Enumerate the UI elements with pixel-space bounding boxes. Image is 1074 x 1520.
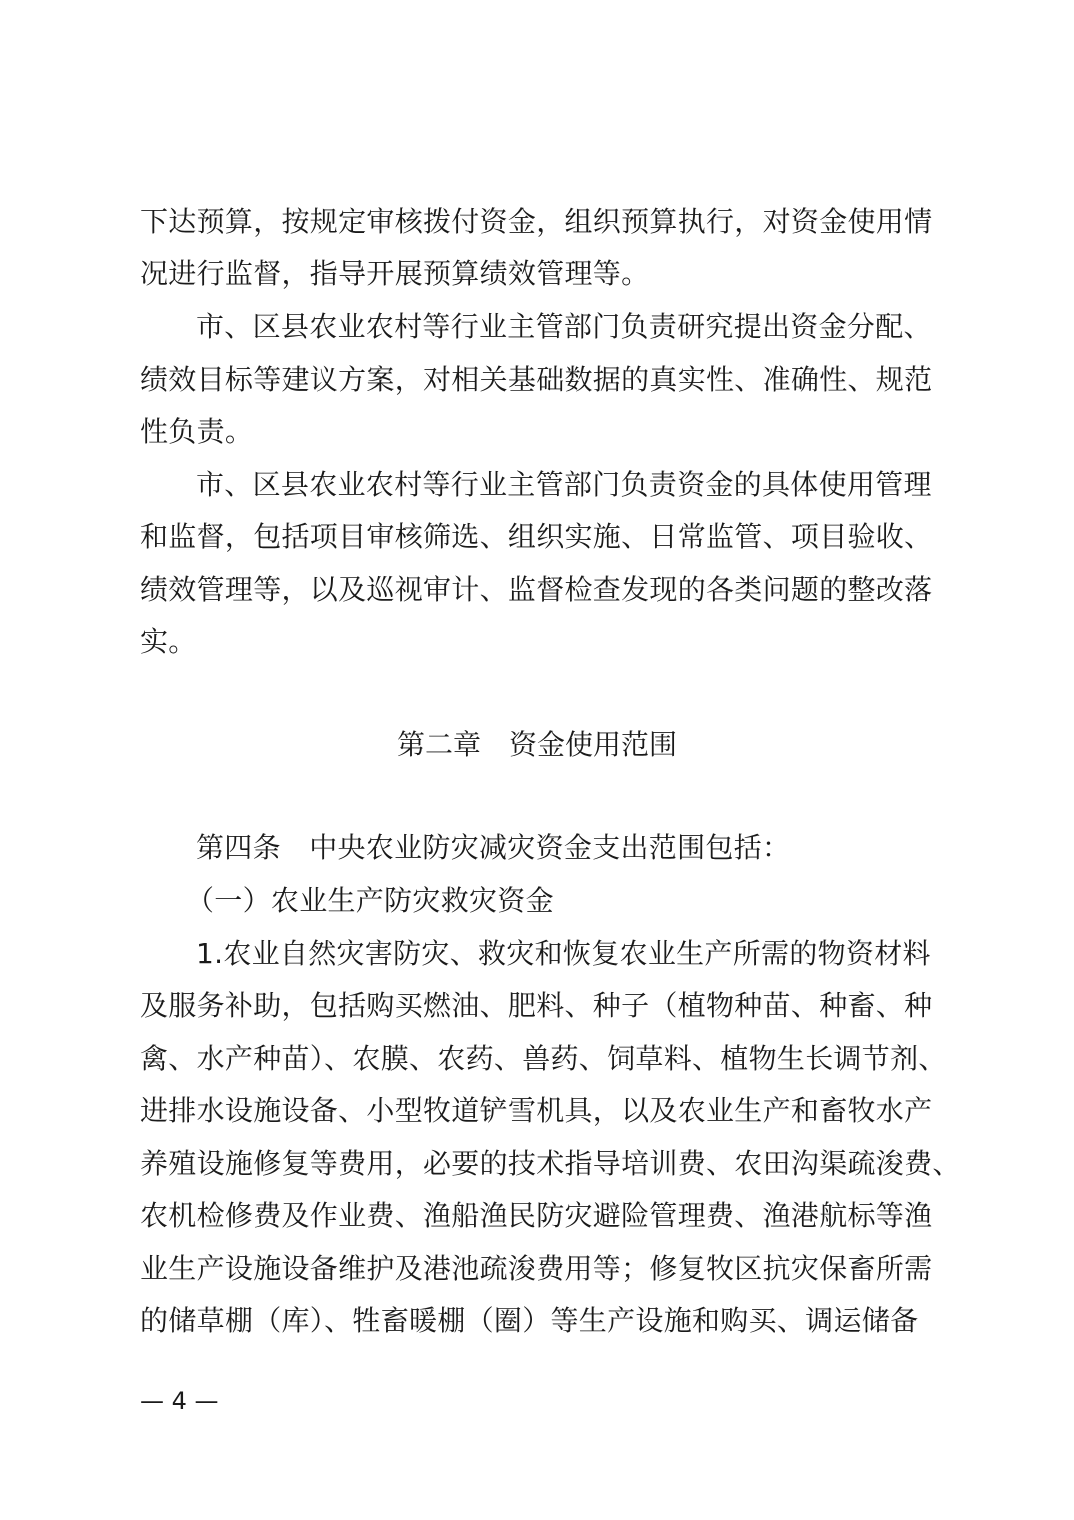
- article4-heading: 第四条 中央农业防灾减灾资金支出范围包括：: [196, 831, 791, 864]
- para2-line-3: 性负责。: [140, 415, 254, 448]
- para3-line-2: 和监督，包括项目审核筛选、组织实施、日常监管、项目验收、: [140, 520, 933, 553]
- page-number: — 4 —: [140, 1387, 219, 1415]
- para4-line-7: 业生产设施设备维护及港池疏浚费用等；修复牧区抗灾保畜所需: [140, 1252, 933, 1285]
- para4-line-5: 养殖设施修复等费用，必要的技术指导培训费、农田沟渠疏浚费、: [140, 1147, 961, 1180]
- para2-line-2: 绩效目标等建议方案，对相关基础数据的真实性、准确性、规范: [140, 363, 933, 396]
- para1-line-2: 况进行监督，指导开展预算绩效管理等。: [140, 257, 650, 290]
- section1-heading: （一）农业生产防灾救灾资金: [186, 884, 554, 917]
- para4-line-8: 的储草棚（库）、牲畜暖棚（圈）等生产设施和购买、调运储备: [140, 1304, 919, 1337]
- para3-line-1: 市、区县农业农村等行业主管部门负责资金的具体使用管理: [196, 468, 932, 501]
- para4-line-2: 及服务补助，包括购买燃油、肥料、种子（植物种苗、种畜、种: [140, 989, 933, 1022]
- para3-line-4: 实。: [140, 625, 197, 658]
- para4-line-6: 农机检修费及作业费、渔船渔民防灾避险管理费、渔港航标等渔: [140, 1199, 933, 1232]
- para4-line-3: 禽、水产种苗）、农膜、农药、兽药、饲草料、植物生长调节剂、: [140, 1042, 947, 1075]
- para1-line-1: 下达预算，按规定审核拨付资金，组织预算执行，对资金使用情: [140, 205, 933, 238]
- para4-line-1: 1.农业自然灾害防灾、救灾和恢复农业生产所需的物资材料: [196, 937, 931, 970]
- para4-line-4: 进排水设施设备、小型牧道铲雪机具，以及农业生产和畜牧水产: [140, 1094, 933, 1127]
- para3-line-3: 绩效管理等，以及巡视审计、监督检查发现的各类问题的整改落: [140, 573, 933, 606]
- chapter-heading: 第二章 资金使用范围: [396, 728, 677, 761]
- para2-line-1: 市、区县农业农村等行业主管部门负责研究提出资金分配、: [196, 310, 932, 343]
